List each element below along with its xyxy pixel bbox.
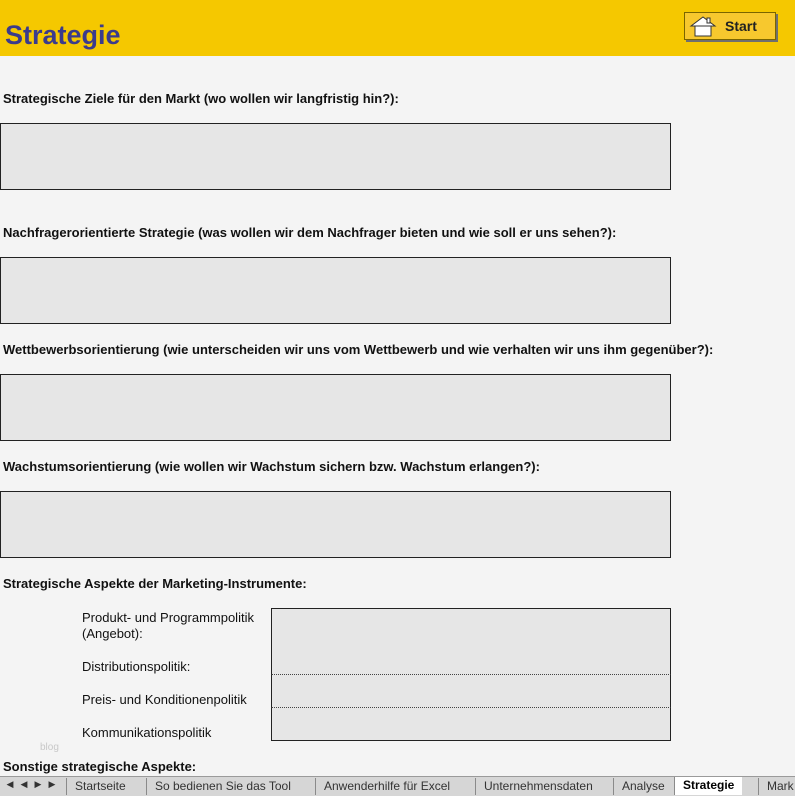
answer-field-competition[interactable] [0,374,671,441]
watermark: blog [40,742,59,753]
field-product[interactable] [271,608,671,643]
prev-sheet-icon[interactable]: ◀ [20,779,28,789]
question-growth: Wachstumsorientierung (wie wollen wir Wachstum sichern bzw. Wachstum erlangen?): [3,459,540,474]
label-distribution: Distributionspolitik: [82,659,191,674]
page-title: Strategie [5,20,121,50]
answer-field-growth[interactable] [0,491,671,558]
house-icon [689,15,717,37]
tab-strategie[interactable]: Strategie [674,777,742,795]
field-distribution[interactable] [271,642,671,675]
field-communication[interactable] [271,708,671,741]
last-sheet-icon[interactable]: ▶ [48,779,56,789]
tab-anwenderhilfe[interactable]: Anwenderhilfe für Excel [315,778,458,795]
question-markets: Strategische Ziele für den Markt (wo wollen wir langfristig hin?): [3,91,399,106]
next-sheet-icon[interactable]: ▶ [34,779,42,789]
sheet-tab-bar [0,776,795,796]
field-pricing[interactable] [271,675,671,708]
label-product: Produkt- und Programmpolitik (Angebot): [82,610,254,641]
tab-unternehmensdaten[interactable]: Unternehmensdaten [475,778,601,795]
tab-analyse[interactable]: Analyse [613,778,673,795]
tab-mark[interactable]: Mark [758,778,794,795]
instruments-heading: Strategische Aspekte der Marketing-Instrumente: [3,576,307,591]
start-button-label: Start [725,18,757,34]
other-heading: Sonstige strategische Aspekte: [3,759,197,774]
first-sheet-icon[interactable]: ◀ [6,779,14,789]
answer-field-demand[interactable] [0,257,671,324]
answer-field-markets[interactable] [0,123,671,190]
question-competition: Wettbewerbsorientierung (wie unterscheiden wir uns vom Wettbewerb und wie verhalten wir uns ihm gegenüber?): [3,342,714,357]
question-demand: Nachfragerorientierte Strategie (was wollen wir dem Nachfrager bieten und wie soll er uns sehen?): [3,225,617,240]
tab-bedienen[interactable]: So bedienen Sie das Tool [146,778,299,795]
label-pricing: Preis- und Konditionenpolitik [82,692,247,707]
header-bar [0,0,795,56]
start-button[interactable] [684,12,776,40]
tab-startseite[interactable]: Startseite [66,778,134,795]
label-communication: Kommunikationspolitik [82,725,212,740]
